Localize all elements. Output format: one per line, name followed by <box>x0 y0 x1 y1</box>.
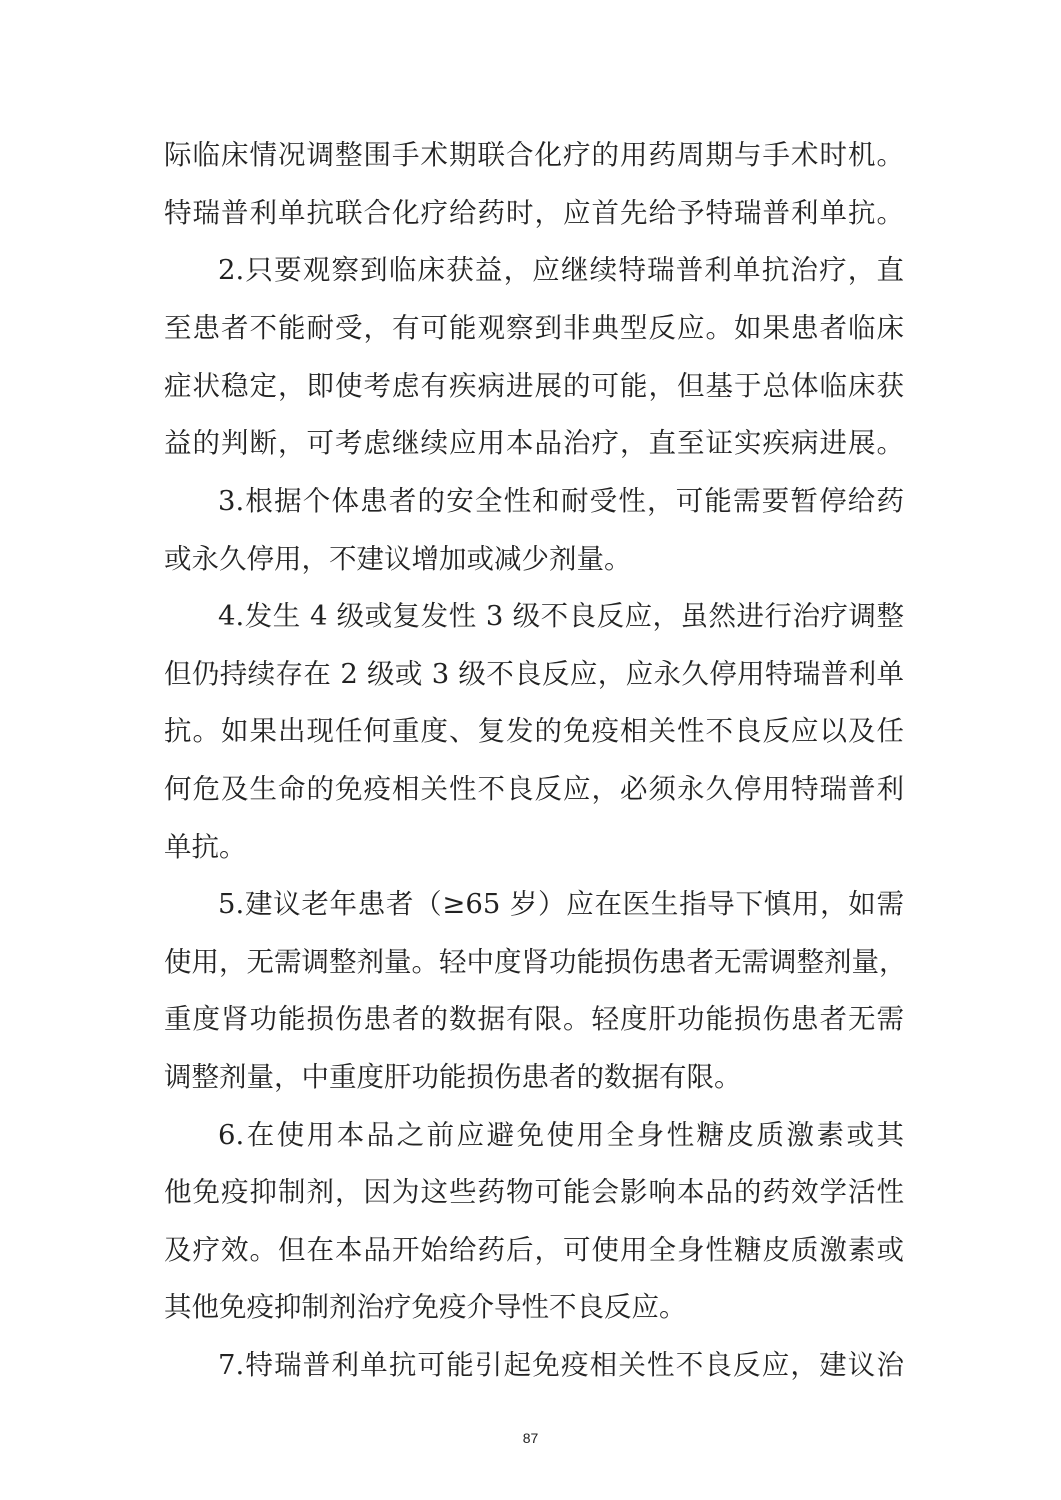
text-line: 抗。如果出现任何重度、复发的免疫相关性不良反应以及任 <box>164 715 904 747</box>
page-number: 87 <box>522 1430 539 1446</box>
text-line: 使用，无需调整剂量。轻中度肾功能损伤患者无需调整剂量， <box>164 946 907 978</box>
paragraph-7-line: 7.特瑞普利单抗可能引起免疫相关性不良反应，建议治 <box>218 1349 904 1381</box>
text-line: 际临床情况调整围手术期联合化疗的用药周期与手术时机。 <box>164 139 904 171</box>
text-line: 及疗效。但在本品开始给药后，可使用全身性糖皮质激素或 <box>164 1234 904 1266</box>
text-line: 何危及生命的免疫相关性不良反应，必须永久停用特瑞普利 <box>164 773 904 805</box>
text-line: 益的判断，可考虑继续应用本品治疗，直至证实疾病进展。 <box>164 427 904 459</box>
text-line: 单抗。 <box>164 831 247 863</box>
text-line: 症状稳定，即使考虑有疾病进展的可能，但基于总体临床获 <box>164 370 904 402</box>
paragraph-4-line: 4.发生 4 级或复发性 3 级不良反应，虽然进行治疗调整 <box>218 600 904 632</box>
text-line: 重度肾功能损伤患者的数据有限。轻度肝功能损伤患者无需 <box>164 1003 904 1035</box>
paragraph-6-line: 6.在使用本品之前应避免使用全身性糖皮质激素或其 <box>218 1119 904 1151</box>
text-line: 或永久停用，不建议增加或减少剂量。 <box>164 543 632 575</box>
text-line: 至患者不能耐受，有可能观察到非典型反应。如果患者临床 <box>164 312 904 344</box>
paragraph-5-line: 5.建议老年患者（≥65 岁）应在医生指导下慎用，如需 <box>218 888 904 920</box>
text-line: 他免疫抑制剂，因为这些药物可能会影响本品的药效学活性 <box>164 1176 904 1208</box>
paragraph-3-line: 3.根据个体患者的安全性和耐受性，可能需要暂停给药 <box>218 485 904 517</box>
text-line: 其他免疫抑制剂治疗免疫介导性不良反应。 <box>164 1291 687 1323</box>
text-line: 特瑞普利单抗联合化疗给药时，应首先给予特瑞普利单抗。 <box>164 197 904 229</box>
text-line: 调整剂量，中重度肝功能损伤患者的数据有限。 <box>164 1061 742 1093</box>
paragraph-2-line: 2.只要观察到临床获益，应继续特瑞普利单抗治疗，直 <box>218 254 904 286</box>
text-line: 但仍持续存在 2 级或 3 级不良反应，应永久停用特瑞普利单 <box>164 658 904 690</box>
